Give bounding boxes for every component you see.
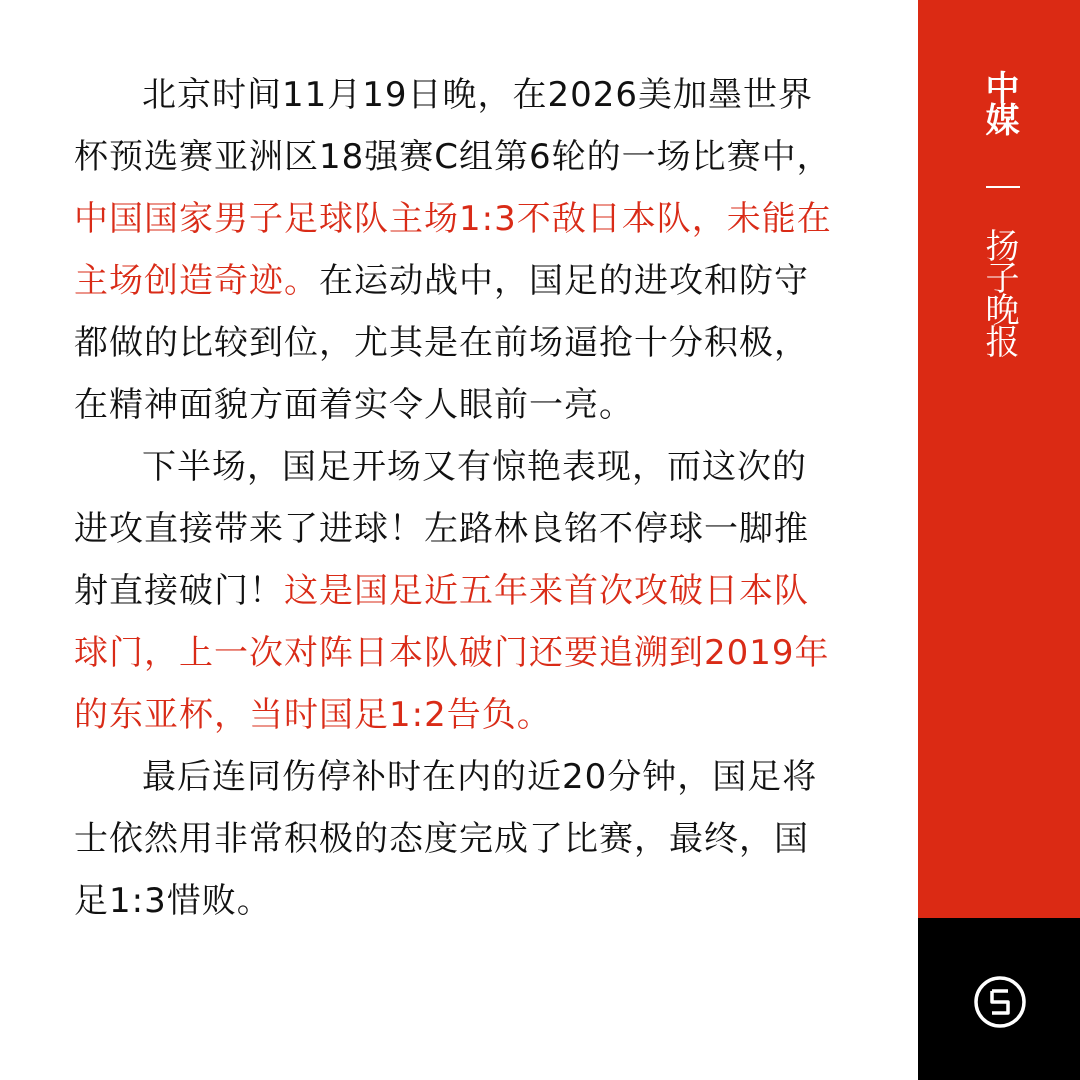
sidebar-divider xyxy=(986,186,1020,188)
paragraph-3 xyxy=(74,746,834,932)
p1-highlight: 中国国家男子足球队主场1:3不敌日本队，未能在主场创造奇迹。 xyxy=(74,199,832,301)
sidebar-red xyxy=(918,0,1080,918)
article-body xyxy=(74,64,834,932)
brand-label: 中媒 xyxy=(979,70,1019,134)
paragraph-2 xyxy=(74,436,834,746)
source-label: 扬子晚报 xyxy=(979,228,1019,356)
paragraph-1 xyxy=(74,64,834,436)
p1-text-c: 在运动战中，国足的进攻和防守都做的比较到位，尤其是在前场逼抢十分积极，在精神面貌方面着实令人眼前一亮。 xyxy=(74,261,809,425)
p2-text-a: 下半场，国足开场又有惊艳表现，而这次的进攻直接带来了进球！左路林良铭不停球一脚推射直接破门！ xyxy=(74,447,809,611)
p2-highlight: 这是国足近五年来首次攻破日本队球门，上一次对阵日本队破门还要追溯到2019年的东亚杯，当时国足1:2告负。 xyxy=(74,571,830,735)
p1-text-a: 北京时间11月19日晚，在2026美加墨世界杯预选赛亚洲区18强赛C组第6轮的一场比赛中， xyxy=(74,75,832,177)
p3-text-a: 最后连同伤停补时在内的近20分钟，国足将士依然用非常积极的态度完成了比赛，最终，国足1:3惜败。 xyxy=(74,757,818,921)
circle-logo-icon xyxy=(972,974,1028,1030)
